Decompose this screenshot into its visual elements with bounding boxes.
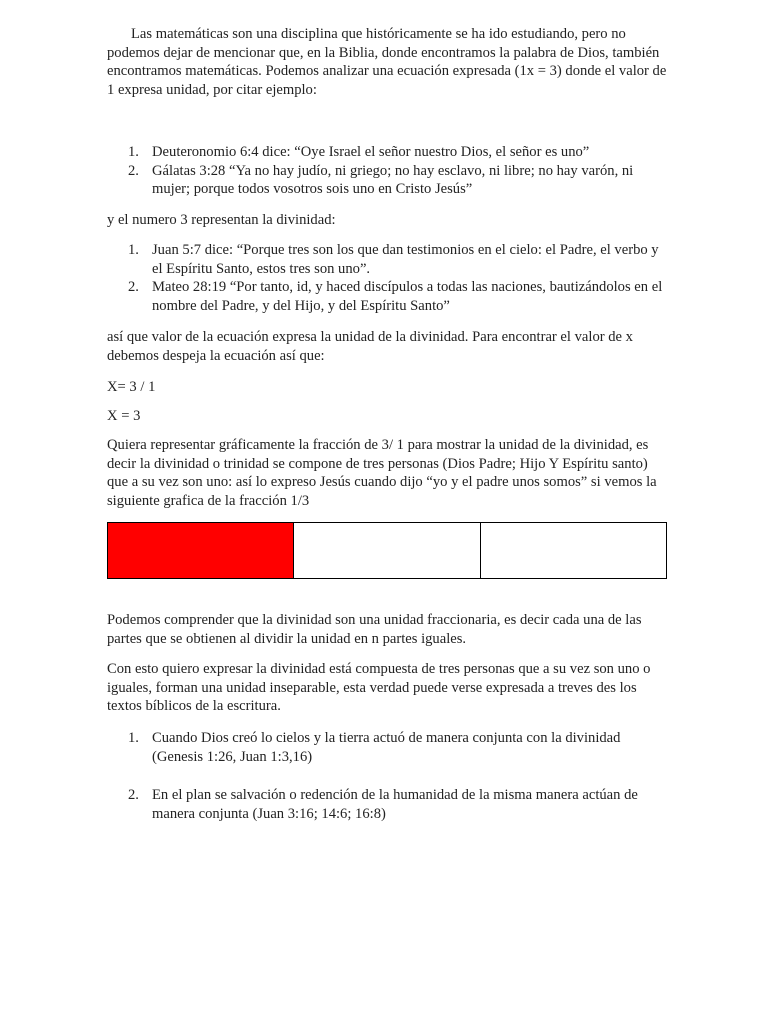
fraction-part-empty: [293, 523, 479, 578]
intro-paragraph: Las matemáticas son una disciplina que históricamente se ha ido estudiando, pero no podemos dejar de mencionar que, en la Biblia, donde encontramos la palabra de Dios, también encontramos matemáticas. Podemos analizar una ecuación expresada (1x = 3) donde el valor de 1 expresa unidad, por citar ejemplo:: [107, 26, 667, 98]
list-number: 1.: [128, 730, 139, 746]
comprender-paragraph: Podemos comprender que la divinidad son una unidad fraccionaria, es decir cada una de las partes que se obtienen al dividir la unidad en n partes iguales.: [107, 612, 642, 647]
fraction-part-shaded: [108, 523, 293, 578]
list-item: [107, 162, 667, 199]
tres-list: [107, 241, 667, 315]
list-item: [107, 786, 667, 823]
grafica-paragraph: Quiera representar gráficamente la fracción de 3/ 1 para mostrar la unidad de la divinidad, es decir la divinidad o trinidad se compone de tres personas (Dios Padre; Hijo Y Espíritu santo) que a su vez son uno: así lo expreso Jesús cuando dijo “yo y el padre unos somos” si vemos la siguiente grafica de la fracción 1/3: [107, 437, 657, 509]
list-number: 2.: [128, 162, 139, 179]
list-text: Juan 5:7 dice: “Porque tres son los que dan testimonios en el cielo: el Padre, el verbo y el Espíritu Santo, estos tres son uno”.: [152, 242, 659, 277]
unidad-list: [107, 143, 667, 199]
list-number: 1.: [128, 242, 139, 258]
fraction-part-empty: [480, 523, 666, 578]
list-number: 1.: [128, 144, 139, 160]
equation-line-1: X= 3 / 1: [107, 379, 156, 395]
list-item: [107, 143, 667, 162]
expresar-paragraph: Con esto quiero expresar la divinidad está compuesta de tres personas que a su vez son uno o iguales, forman una unidad inseparable, esta verdad puede verse expresada a treves des los textos bíblicos de la escritura.: [107, 661, 651, 715]
list-text: Deuteronomio 6:4 dice: “Oye Israel el señor nuestro Dios, el señor es uno”: [152, 144, 590, 160]
list-item: [107, 241, 667, 278]
list-text: Cuando Dios creó lo cielos y la tierra actuó de manera conjunta con la divinidad (Genesis 1:26, Juan 1:3,16): [152, 730, 621, 765]
list-item: [107, 278, 667, 315]
list-item: [107, 729, 667, 766]
list-text: Gálatas 3:28 “Ya no hay judío, ni griego; no hay esclavo, ni libre; no hay varón, ni mujer; porque todos vosotros sois uno en Cristo Jesús”: [152, 162, 634, 198]
list-text: Mateo 28:19 “Por tanto, id, y haced discípulos a todas las naciones, bautizándolos en el nombre del Padre, y del Hijo, y del Espíritu Santo”: [152, 279, 663, 314]
list-text: En el plan se salvación o redención de la humanidad de la misma manera actúan de manera conjunta (Juan 3:16; 14:6; 16:8): [152, 787, 638, 822]
fraction-graphic: [107, 522, 667, 579]
list-number: 2.: [128, 279, 139, 296]
tres-intro-paragraph: y el numero 3 representan la divinidad:: [107, 212, 336, 228]
final-list: [107, 729, 667, 823]
equation-line-2: X = 3: [107, 408, 141, 424]
list-number: 2.: [128, 787, 139, 804]
asi-que-paragraph: así que valor de la ecuación expresa la unidad de la divinidad. Para encontrar el valor de x debemos despeja la ecuación así que:: [107, 329, 633, 364]
